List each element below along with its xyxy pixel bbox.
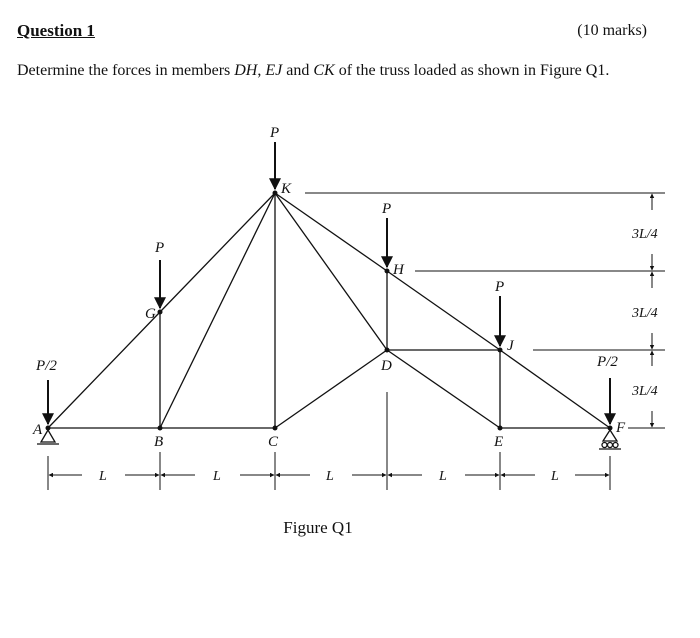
load-label-j: P (495, 279, 505, 295)
member-gk (160, 193, 275, 312)
node-label-f: F (616, 420, 626, 436)
joint-d (385, 348, 390, 353)
load-label-f: P/2 (597, 354, 618, 370)
load-label-k: P (270, 125, 280, 141)
node-label-b: B (154, 434, 164, 450)
node-label-d: D (381, 358, 392, 374)
node-label-k: K (281, 181, 292, 197)
truss-members (48, 193, 610, 428)
figure-caption: Figure Q1 (283, 518, 353, 537)
joint-e (498, 426, 503, 431)
member-ck: CK (313, 62, 335, 79)
question-sep-2: and (282, 62, 314, 79)
joints (46, 191, 613, 431)
member-jf (500, 350, 610, 428)
load-label-h: P (382, 201, 392, 217)
question-text-end: of the truss loaded as shown in Figure Q1. (334, 62, 610, 79)
member-hj (387, 271, 500, 350)
span-label-2: L (213, 469, 221, 484)
member-kd (275, 193, 387, 350)
load-label-g: P (155, 240, 165, 256)
member-bk (160, 193, 275, 428)
span-label-1: L (99, 469, 107, 484)
height-label-3: 3L/4 (632, 384, 658, 399)
node-label-h: H (393, 262, 404, 278)
span-label-3: L (326, 469, 334, 484)
height-label-1: 3L/4 (632, 227, 658, 242)
span-label-5: L (551, 469, 559, 484)
joint-h (385, 269, 390, 274)
height-label-2: 3L/4 (632, 306, 658, 321)
member-ag (48, 312, 160, 428)
joint-j (498, 348, 503, 353)
member-kh (275, 193, 387, 271)
joint-c (273, 426, 278, 431)
member-dh: DH (234, 62, 258, 79)
member-ej: EJ (265, 62, 283, 79)
joint-b (158, 426, 163, 431)
load-arrows (48, 142, 610, 424)
question-sep-1: , (257, 62, 266, 79)
joint-k (273, 191, 278, 196)
member-de (387, 350, 500, 428)
node-label-e: E (494, 434, 504, 450)
question-heading: Question 1 (17, 21, 95, 40)
node-label-j: J (507, 338, 514, 354)
span-label-4: L (439, 469, 447, 484)
node-label-g: G (145, 306, 156, 322)
node-label-a: A (33, 422, 43, 438)
marks-label: (10 marks) (577, 22, 647, 39)
load-label-a: P/2 (36, 358, 57, 374)
joint-g (158, 310, 163, 315)
question-text-start: Determine the forces in members (17, 62, 235, 79)
member-cd (275, 350, 387, 428)
node-label-c: C (268, 434, 279, 450)
